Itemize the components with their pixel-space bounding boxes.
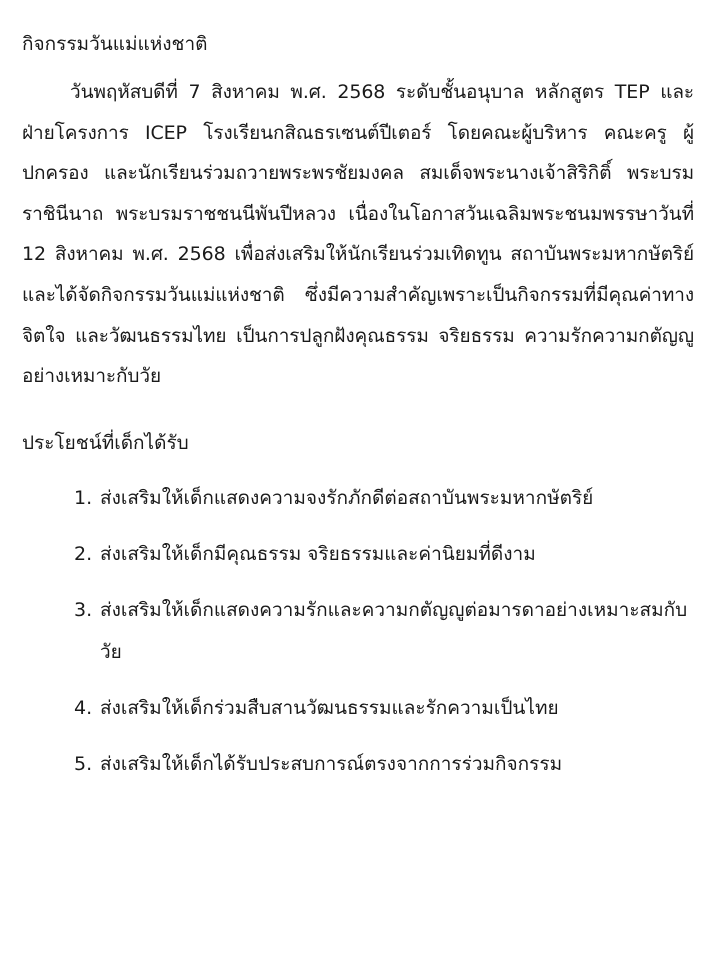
benefits-list: [22, 477, 694, 785]
document-heading: กิจกรรมวันแม่แห่งชาติ: [22, 33, 208, 55]
benefit-item: [74, 743, 694, 785]
benefits-heading: ประโยชน์ที่เด็กได้รับ: [22, 431, 189, 454]
activity-paragraph: วันพฤหัสบดีที่ 7 สิงหาคม พ.ศ. 2568 ระดับชั้นอนุบาล หลักสูตร TEP และ ฝ่ายโครงการ ICEP โรงเรียนกสิณธรเซนต์ปีเตอร์ โดยคณะผู้บริหาร คณะครู ผู้ปกครอง และนักเรียนร่วมถวายพระพรชัยมงคล สมเด็จพระนางเจ้าสิริกิติ์ พระบรมราชินีนาถ พระบรมราชชนนีพันปีหลวง เนื่องในโอกาสวันเฉลิมพระชนมพรรษาวันที่ 12 สิงหาคม พ.ศ. 2568 เพื่อส่งเสริมให้นักเรียนร่วมเทิดทูน สถาบันพระมหากษัตริย์ และได้จัดกิจกรรมวันแม่แห่งชาติ ซึ่งมีความสำคัญเพราะเป็นกิจกรรมที่มีคุณค่าทางจิตใจ และวัฒนธรรมไทย เป็นการปลูกฝังคุณธรรม จริยธรรม ความรักความกตัญญูอย่างเหมาะกับวัย: [22, 81, 694, 388]
benefit-text: ส่งเสริมให้เด็กร่วมสืบสานวัฒนธรรมและรักความเป็นไทย: [100, 696, 559, 719]
benefit-number: 3.: [74, 598, 93, 621]
benefit-text: ส่งเสริมให้เด็กมีคุณธรรม จริยธรรมและค่านิยมที่ดีงาม: [100, 542, 536, 565]
benefit-number: 4.: [74, 696, 93, 719]
benefit-text: ส่งเสริมให้เด็กแสดงความรักและความกตัญญูต่อมารดาอย่างเหมาะสมกับวัย: [100, 598, 688, 663]
document-body: [22, 28, 694, 799]
benefit-item: [74, 589, 694, 673]
benefit-text: ส่งเสริมให้เด็กแสดงความจงรักภักดีต่อสถาบันพระมหากษัตริย์: [100, 486, 594, 509]
benefit-item: [74, 477, 694, 519]
benefit-number: 1.: [74, 486, 93, 509]
benefit-number: 2.: [74, 542, 93, 565]
benefit-text: ส่งเสริมให้เด็กได้รับประสบการณ์ตรงจากการร่วมกิจกรรม: [100, 752, 563, 775]
benefit-item: [74, 533, 694, 575]
benefit-item: [74, 687, 694, 729]
benefit-number: 5.: [74, 752, 93, 775]
